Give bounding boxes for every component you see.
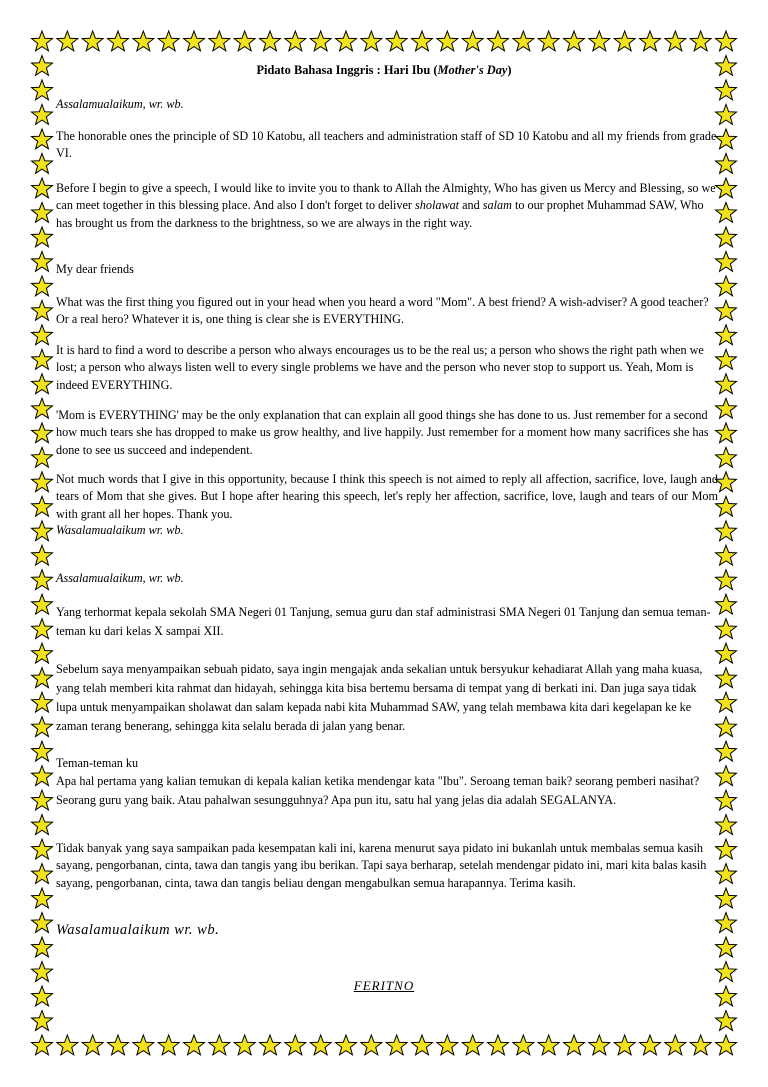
star-icon — [32, 594, 53, 614]
star-icon — [716, 251, 737, 271]
star-icon — [716, 913, 737, 933]
star-icon — [716, 31, 737, 51]
star-icon — [32, 790, 53, 810]
star-icon — [32, 815, 53, 835]
star-icon — [32, 227, 53, 247]
indonesian-paragraph-2: Sebelum saya menyampaikan sebuah pidato, saya ingin mengajak anda sekalian untuk bersyukur kehadiarat Allah yang maha kuasa, yang telah memberi kita rahmat dan hidayah, sehingga kita bisa bertemu bersama di tempat yang di berkati ini. Dan juga saya tidak lupa untuk menyampaikan sholawat dan salam kepada nabi kita Muhammad SAW, yang telah membawa kita dari kegelapan ke ke zaman terang benerang, sehingga kita selalu berada di jalan yang benar. — [56, 662, 703, 733]
star-icon — [209, 1035, 230, 1055]
star-icon — [665, 1035, 686, 1055]
star-icon — [716, 349, 737, 369]
star-icon — [32, 643, 53, 663]
star-icon — [716, 80, 737, 100]
star-icon — [32, 521, 53, 541]
english-paragraph-3: My dear friends — [56, 262, 134, 276]
star-icon — [716, 937, 737, 957]
star-icon — [57, 31, 78, 51]
star-icon — [716, 521, 737, 541]
star-icon — [412, 1035, 433, 1055]
english-paragraph-7: Not much words that I give in this opportunity, because I think this speech is not aimed to reply all affection, sacrifice, love, laugh and tears of Mom that she gives. But I hope after hearing this speech, let's reply her affection, sacrifice, love, laugh and tears of our Mom with grant all her hopes. Thank you. — [56, 472, 718, 521]
star-icon — [665, 31, 686, 51]
star-icon — [513, 31, 534, 51]
star-icon — [133, 31, 154, 51]
star-icon — [285, 31, 306, 51]
star-icon — [640, 31, 661, 51]
star-icon — [640, 1035, 661, 1055]
star-icon — [716, 692, 737, 712]
indonesian-paragraph-4: Apa hal pertama yang kalian temukan di kepala kalian ketika mendengar kata "Ibu". Seroang teman baik? seorang pemberi nasihat? Seorang guru yang baik. Atau pahalwan sesungguhnya? Apa pun itu, satu hal yang jelas dia adalah SEGALANYA. — [56, 774, 700, 807]
star-icon — [716, 790, 737, 810]
star-icon — [716, 594, 737, 614]
star-icon — [716, 496, 737, 516]
star-icon — [716, 178, 737, 198]
star-icon — [716, 398, 737, 418]
star-icon — [716, 888, 737, 908]
star-icon — [32, 276, 53, 296]
star-icon — [32, 202, 53, 222]
star-icon — [462, 31, 483, 51]
indonesian-greeting: Assalamualaikum, wr. wb. — [56, 571, 184, 585]
star-icon — [716, 1011, 737, 1031]
star-icon — [513, 1035, 534, 1055]
star-icon — [32, 766, 53, 786]
star-icon — [716, 472, 737, 492]
star-icon — [589, 31, 610, 51]
english-closing: Wasalamualaikum wr. wb. — [56, 523, 184, 537]
star-icon — [716, 423, 737, 443]
star-icon — [32, 839, 53, 859]
star-icon — [310, 1035, 331, 1055]
star-icon — [716, 619, 737, 639]
star-icon — [32, 325, 53, 345]
star-icon — [336, 1035, 357, 1055]
star-icon — [57, 1035, 78, 1055]
star-icon — [716, 153, 737, 173]
star-icon — [158, 31, 179, 51]
star-icon — [716, 1035, 737, 1055]
star-icon — [716, 815, 737, 835]
star-icon — [336, 31, 357, 51]
star-icon — [488, 31, 509, 51]
star-icon — [108, 1035, 129, 1055]
star-icon — [32, 251, 53, 271]
star-icon — [32, 80, 53, 100]
star-icon — [32, 937, 53, 957]
indonesian-paragraph-1: Yang terhormat kepala sekolah SMA Negeri 01 Tanjung, semua guru dan staf administrasi SMA Negeri 01 Tanjung dan semua teman-teman ku dari kelas X sampai XII. — [56, 605, 711, 638]
english-paragraph-4: What was the first thing you figured out in your head when you heard a word "Mom". A best friend? A wish-adviser? A good teacher? Or a real hero? Whatever it is, one thing is clear she is EVERYTHING. — [56, 295, 709, 327]
star-icon — [716, 766, 737, 786]
star-icon — [716, 741, 737, 761]
star-icon — [690, 1035, 711, 1055]
star-icon — [437, 31, 458, 51]
star-icon — [32, 692, 53, 712]
star-icon — [32, 1035, 53, 1055]
english-paragraph-2: Before I begin to give a speech, I would like to invite you to thank to Allah the Almighty, Who has given us Mercy and Blessing, so we can meet together in this blessing place. And also I don't forget to deliver sholawat and salam to our prophet Muhammad SAW, Who has brought us from the darkness to the brightness, so we are always in the right way. — [56, 181, 716, 230]
author-signature: FERITNO — [353, 978, 415, 993]
star-icon — [386, 1035, 407, 1055]
indonesian-paragraph-3: Teman-teman ku — [56, 756, 139, 770]
english-paragraph-1: The honorable ones the principle of SD 10 Katobu, all teachers and administration staff of SD 10 Katobu and all my friends from grade VI. — [56, 129, 717, 161]
star-icon — [158, 1035, 179, 1055]
star-icon — [108, 31, 129, 51]
star-icon — [184, 1035, 205, 1055]
english-greeting: Assalamualaikum, wr. wb. — [56, 97, 184, 111]
star-icon — [614, 1035, 635, 1055]
star-icon — [310, 31, 331, 51]
star-icon — [32, 741, 53, 761]
star-icon — [716, 643, 737, 663]
english-paragraph-5: It is hard to find a word to describe a person who always encourages us to be the real us; a person who shows the right path when we lost; a person who always listen well to every single problems we have and the person who never stop to support us. Yeah, Mom is indeed EVERYTHING. — [56, 343, 704, 392]
star-icon — [716, 717, 737, 737]
star-icon — [234, 1035, 255, 1055]
star-icon — [32, 447, 53, 467]
star-icon — [690, 31, 711, 51]
star-icon — [716, 300, 737, 320]
star-icon — [285, 1035, 306, 1055]
star-icon — [32, 1011, 53, 1031]
star-icon — [184, 31, 205, 51]
indonesian-closing: Wasalamualaikum wr. wb. — [56, 922, 220, 938]
star-icon — [716, 325, 737, 345]
star-icon — [32, 423, 53, 443]
star-icon — [386, 31, 407, 51]
star-icon — [538, 1035, 559, 1055]
star-icon — [716, 374, 737, 394]
star-icon — [32, 668, 53, 688]
star-icon — [412, 31, 433, 51]
star-icon — [32, 717, 53, 737]
star-icon — [32, 300, 53, 320]
indonesian-paragraph-5: Tidak banyak yang saya sampaikan pada kesempatan kali ini, karena menurut saya pidato ini bukanlah untuk membalas semua kasih sayang, pengorbanan, cinta, tawa dan tangis yang ibu berikan. Tapi saya berharap, setelah mendengar pidato ini, mari kita balas kasih sayang, pengorbanan, cinta, tawa dan tangis beliau dengan mengabulkan semua harapannya. Terima kasih. — [56, 841, 707, 890]
star-icon — [716, 545, 737, 565]
star-icon — [716, 276, 737, 296]
star-icon — [716, 104, 737, 124]
star-icon — [32, 864, 53, 884]
star-icon — [32, 374, 53, 394]
star-icon — [32, 888, 53, 908]
star-icon — [716, 864, 737, 884]
page-title: Pidato Bahasa Inggris : Hari Ibu (Mother's Day) — [256, 63, 512, 77]
star-icon — [260, 1035, 281, 1055]
star-icon — [32, 472, 53, 492]
star-icon — [32, 619, 53, 639]
star-icon — [462, 1035, 483, 1055]
star-icon — [32, 129, 53, 149]
star-icon — [234, 31, 255, 51]
star-icon — [82, 1035, 103, 1055]
star-icon — [32, 178, 53, 198]
star-icon — [133, 1035, 154, 1055]
star-icon — [437, 1035, 458, 1055]
star-icon — [361, 1035, 382, 1055]
star-icon — [32, 913, 53, 933]
star-icon — [589, 1035, 610, 1055]
star-icon — [564, 1035, 585, 1055]
star-icon — [716, 839, 737, 859]
star-icon — [716, 129, 737, 149]
star-icon — [716, 227, 737, 247]
star-icon — [32, 104, 53, 124]
star-icon — [564, 31, 585, 51]
star-icon — [488, 1035, 509, 1055]
star-icon — [32, 31, 53, 51]
star-icon — [209, 31, 230, 51]
star-icon — [32, 153, 53, 173]
star-icon — [32, 496, 53, 516]
star-icon — [32, 349, 53, 369]
star-icon — [32, 398, 53, 418]
star-icon — [260, 31, 281, 51]
star-icon — [361, 31, 382, 51]
english-paragraph-6: 'Mom is EVERYTHING' may be the only explanation that can explain all good things she has done to us. Just remember for a second how much tears she has dropped to make us grow healthy, and live happily. Just remember for a moment how many sacrifices she has done to see us succeed and independent. — [56, 408, 709, 457]
star-icon — [614, 31, 635, 51]
star-icon — [82, 31, 103, 51]
star-icon — [32, 570, 53, 590]
star-icon — [538, 31, 559, 51]
star-icon — [716, 570, 737, 590]
star-icon — [716, 668, 737, 688]
star-icon — [716, 202, 737, 222]
star-icon — [32, 545, 53, 565]
star-icon — [716, 447, 737, 467]
